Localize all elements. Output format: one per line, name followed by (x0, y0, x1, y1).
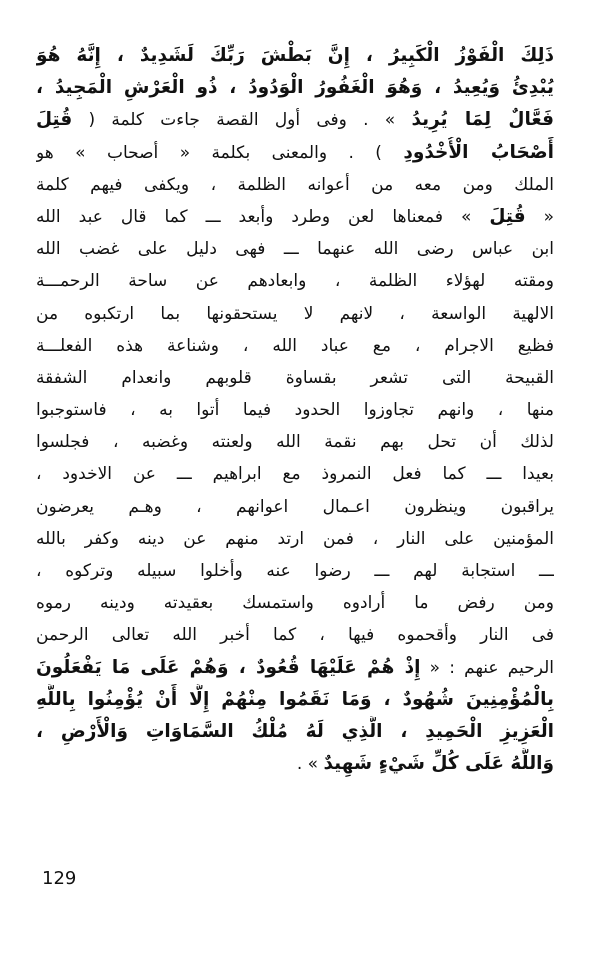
body-text: » . وفى أول القصة جاءت كلمة ( (72, 110, 412, 131)
quran-verse-text: أَصْحَابُ الْأُخْدُودِ (403, 141, 554, 163)
text-line (36, 137, 554, 169)
body-text: يراقبون وينظرون اعـمال اعوانهم ، وهـم يعرضون (36, 496, 554, 517)
body-text: « (525, 206, 554, 227)
body-text: المؤمنين على النار ، فمن ارتد منهم عن دينه وكفر بالله (36, 528, 554, 549)
body-text: القبيحة التى تشعر بقساوة قلوبهم وانعدام الشفقة (36, 367, 554, 388)
text-line (36, 201, 554, 233)
body-text: لذلك أن تحل بهم نقمة الله ولعنته وغضبه ، فجلسوا (36, 432, 554, 453)
body-text: ابن عباس رضى الله عنهما ـــ فهى دليل على غضب الله (36, 239, 554, 260)
text-line (36, 748, 554, 780)
text-line (36, 555, 554, 587)
quran-verse-text: وَاللَّهُ عَلَى كُلِّ شَيْءٍ شَهِيدٌ (323, 753, 554, 775)
text-line (36, 265, 554, 297)
quran-verse-text: ذَلِكَ الْفَوْزُ الْكَبِيرُ ، إِنَّ بَطْشَ رَبِّكَ لَشَدِيدٌ ، إِنَّهُ هُوَ (36, 45, 554, 66)
arabic-text-body (36, 40, 554, 780)
quran-verse-text: قُتِلَ (489, 205, 526, 227)
text-line (36, 426, 554, 458)
page-number: 129 (42, 868, 77, 889)
text-line (36, 330, 554, 362)
body-text: فظيع الاجرام ، مع عباد الله ، وشناعة هذه الفعلـــة (36, 335, 554, 356)
text-line (36, 458, 554, 490)
text-line (36, 233, 554, 265)
quran-verse-text: يُبْدِئُ وَيُعِيدُ ، وَهُوَ الْغَفُورُ الْوَدُودُ ، ذُو الْعَرْشِ الْمَجِيدُ ، (36, 77, 554, 99)
body-text: بعيدا ـــ كما فعل النمروذ مع ابراهيم ـــ عن الاخدود ، (36, 464, 554, 485)
quran-verse-text: فَعَّالٌ لِمَا يُرِيدُ (411, 109, 554, 131)
body-text: » فمعناها لعن وطرد وأبعد ـــ كما قال عبد الله (36, 206, 490, 227)
body-text: ومن رفض ما أرادوه واستمسك بعقيدته ودينه رموه (36, 593, 554, 614)
text-line (36, 684, 554, 716)
quran-verse-text: بِالْمُؤْمِنِينَ شُهُودٌ ، وَمَا نَقَمُوا مِنْهُمْ إِلَّا أَنْ يُؤْمِنُوا بِاللَّهِ (36, 688, 554, 710)
quran-verse-text: إِذْ هُمْ عَلَيْهَا قُعُودٌ ، وَهُمْ عَلَى مَا يَفْعَلُونَ (36, 656, 421, 678)
body-text: ومقته لهؤلاء الظلمة ، وابعادهم عن ساحة الرحمـــة (36, 271, 554, 292)
quran-verse-text: قُتِلَ (36, 109, 73, 131)
body-text: فى النار وأقحموه فيها ، كما أخبر الله تعالى الرحمن (36, 625, 554, 646)
text-line (36, 587, 554, 619)
text-line (36, 104, 554, 136)
text-line (36, 652, 554, 684)
text-line (36, 716, 554, 748)
body-text: الملك ومن معه من أعوانه الظلمة ، ويكفى فيهم كلمة (36, 174, 554, 195)
body-text: الرحيم عنهم : « (420, 657, 554, 678)
text-line (36, 72, 554, 104)
quran-verse-text: الْعَزِيزِ الْحَمِيدِ ، الَّذِي لَهُ مُلْكُ السَّمَاوَاتِ وَالْأَرْضِ ، (36, 720, 554, 742)
body-text: » . (296, 754, 324, 775)
body-text: منها ، وانهم تجاوزوا الحدود فيما أتوا به ، فاستوجبوا (36, 400, 554, 421)
text-line (36, 362, 554, 394)
body-text: ) . والمعنى بكلمة « أصحاب » هو (36, 142, 404, 163)
text-line (36, 169, 554, 201)
text-line (36, 619, 554, 651)
body-text: الالهية الواسعة ، لانهم لا يستحقونها بما ارتكبوه من (36, 303, 554, 324)
body-text: ـــ استجابة لهم ـــ رضوا عنه وأخلوا سبيله وتركوه ، (36, 561, 554, 581)
text-line (36, 491, 554, 523)
text-line (36, 40, 554, 72)
text-line (36, 394, 554, 426)
text-line (36, 298, 554, 330)
text-line (36, 523, 554, 555)
